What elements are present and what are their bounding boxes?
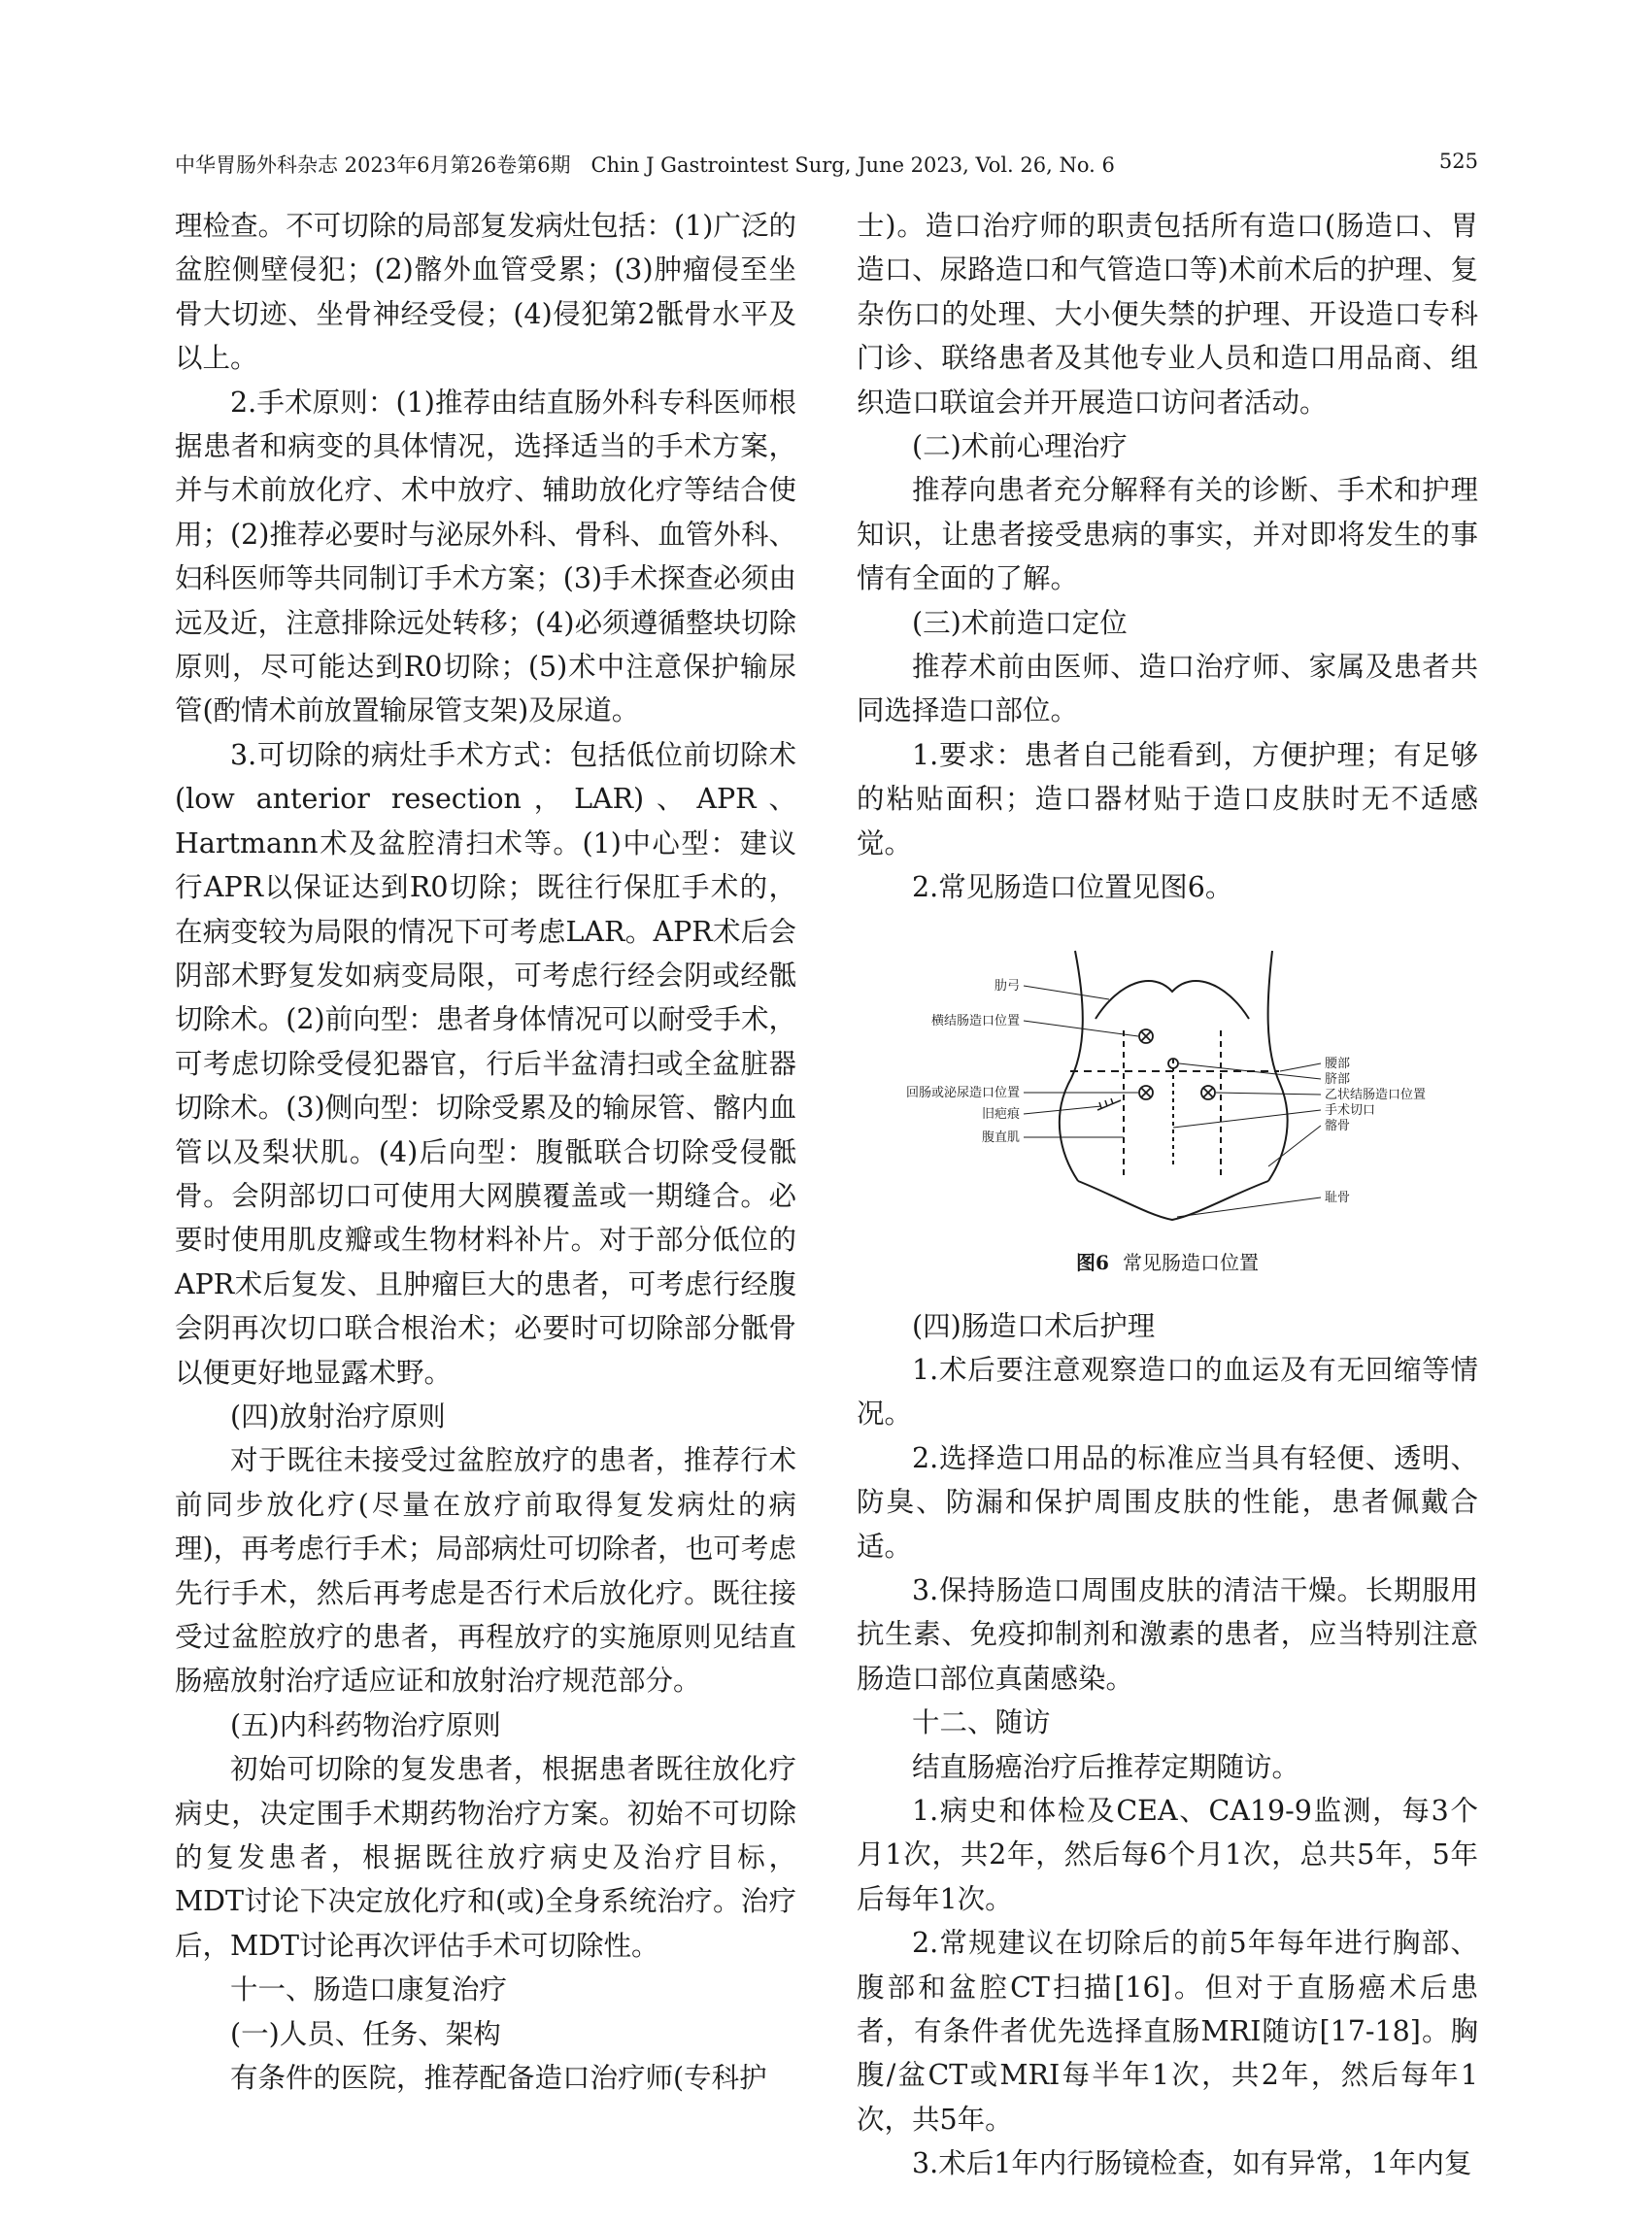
journal-citation: 中华胃肠外科杂志 2023年6月第26卷第6期 Chin J Gastrointest Surg, June 2023, Vol. 26, No. 6 xyxy=(175,153,1115,177)
paragraph: 对于既往未接受过盆腔放疗的患者，推荐行术前同步放化疗(尽量在放疗前取得复发病灶的病理)，再考虑行手术；局部病灶可切除者，也可考虑先行手术，然后再考虑是否行术后放化疗。既往接受过盆腔放疗的患者，再程放疗的实施原则见结直肠癌放射治疗适应证和放射治疗规范部分。 xyxy=(175,1444,796,1698)
label-waist: 腰部 xyxy=(1325,1056,1351,1071)
figure-caption xyxy=(857,1248,1478,1277)
figure-label: 图6 xyxy=(1076,1250,1109,1274)
label-rectus: 腹直肌 xyxy=(981,1129,1020,1145)
paragraph: 初始可切除的复发患者，根据患者既往放化疗病史，决定围手术期药物治疗方案。初始不可切除的复发患者，根据既往放疗病史及治疗目标，MDT讨论下决定放化疗和(或)全身系统治疗。治疗后，MDT讨论再次评估手术可切除性。 xyxy=(175,1753,796,1962)
label-ilium: 髂骨 xyxy=(1325,1118,1351,1133)
running-header xyxy=(175,146,1478,181)
label-pubis: 耻骨 xyxy=(1325,1190,1351,1205)
paragraph: 3.术后1年内行肠镜检查，如有异常，1年内复 xyxy=(912,2147,1472,2180)
section-heading: 十一、肠造口康复治疗 xyxy=(230,1973,508,2006)
paragraph: 3.可切除的病灶手术方式：包括低位前切除术(low anterior resection，LAR)、APR、Hartmann术及盆腔清扫术等。(1)中心型：建议行APR以保证达到R0切除；既往行保肛手术的，在病变较为局限的情况下可考虑LAR。APR术后会阴部术野复发如病变局限，可考虑行经会阴或经骶切除术。(2)前向型：患者身体情况可以耐受手术，可考虑切除受侵犯器官，行后半盆清扫或全盆脏器切除术。(3)侧向型：切除受累及的输尿管、髂内血管以及梨状肌。(4)后向型：腹骶联合切除受侵骶骨。会阴部切口可使用大网膜覆盖或一期缝合。必要时使用肌皮瓣或生物材料补片。对于部分低位的APR术后复发、且肿瘤巨大的患者，可考虑行经腹会阴再次切口联合根治术；必要时可切除部分骶骨以便更好地显露术野。 xyxy=(175,738,796,1389)
paragraph: 2.选择造口用品的标准应当具有轻便、透明、防臭、防漏和保护周围皮肤的性能，患者佩戴合适。 xyxy=(857,1441,1478,1563)
paragraph: 2.常规建议在切除后的前5年每年进行胸部、腹部和盆腔CT扫描[16]。但对于直肠癌术后患者，有条件者优先选择直肠MRI随访[17-18]。胸腹/盆CT或MRI每半年1次，共2年，然后每年1次，共5年。 xyxy=(857,1927,1478,2136)
label-incision: 手术切口 xyxy=(1325,1102,1376,1118)
section-heading: (二)术前心理治疗 xyxy=(912,430,1128,463)
stoma-diagram xyxy=(876,943,1459,1234)
label-sigmoid-stoma: 乙状结肠造口位置 xyxy=(1325,1087,1427,1102)
label-rib-arch: 肋弓 xyxy=(994,978,1020,994)
paragraph: 2.手术原则：(1)推荐由结直肠外科专科医师根据患者和病变的具体情况，选择适当的手术方案，并与术前放化疗、术中放疗、辅助放化疗等结合使用；(2)推荐必要时与泌尿外科、骨科、血管外科、妇科医师等共同制订手术方案；(3)手术探查必须由远及近，注意排除远处转移；(4)必须遵循整块切除原则，尽可能达到R0切除；(5)术中注意保护输尿管(酌情术前放置输尿管支架)及尿道。 xyxy=(175,386,796,727)
page-number: 525 xyxy=(1438,150,1478,173)
paragraph: 3.保持肠造口周围皮肤的清洁干燥。长期服用抗生素、免疫抑制剂和激素的患者，应当特别注意肠造口部位真菌感染。 xyxy=(857,1573,1478,1695)
paragraph: 1.要求：患者自己能看到，方便护理；有足够的粘贴面积；造口器材贴于造口皮肤时无不适感觉。 xyxy=(857,738,1478,860)
paragraph: 推荐术前由医师、造口治疗师、家属及患者共同选择造口部位。 xyxy=(857,651,1478,727)
paragraph: 结直肠癌治疗后推荐定期随访。 xyxy=(912,1750,1300,1783)
label-old-scar: 旧疤痕 xyxy=(981,1106,1020,1122)
paragraph: 士)。造口治疗师的职责包括所有造口(肠造口、胃造口、尿路造口和气管造口等)术前术后的护理、复杂伤口的处理、大小便失禁的护理、开设造口专科门诊、联络患者及其他专业人员和造口用品商、组织造口联谊会并开展造口访问者活动。 xyxy=(857,210,1478,419)
paragraph: 1.术后要注意观察造口的血运及有无回缩等情况。 xyxy=(857,1353,1478,1431)
paragraph: 有条件的医院，推荐配备造口治疗师(专科护 xyxy=(230,2062,767,2095)
figure-title: 常见肠造口位置 xyxy=(1122,1250,1259,1274)
label-transverse-stoma: 横结肠造口位置 xyxy=(930,1013,1020,1028)
section-heading: (一)人员、任务、架构 xyxy=(230,2017,501,2050)
paragraph: 1.病史和体检及CEA、CA19-9监测，每3个月1次，共2年，然后每6个月1次，总共5年，5年后每年1次。 xyxy=(857,1794,1478,1915)
label-ileal-stoma: 回肠或泌尿造口位置 xyxy=(905,1085,1020,1100)
paragraph: 2.常见肠造口位置见图6。 xyxy=(912,871,1233,904)
paragraph: 理检查。不可切除的局部复发病灶包括：(1)广泛的盆腔侧壁侵犯；(2)髂外血管受累；(3)肿瘤侵至坐骨大切迹、坐骨神经受侵；(4)侵犯第2骶骨水平及以上。 xyxy=(175,210,796,375)
left-column xyxy=(175,204,796,2100)
section-heading: (四)肠造口术后护理 xyxy=(912,1309,1156,1342)
right-column xyxy=(857,204,1478,2186)
paragraph: 推荐向患者充分解释有关的诊断、手术和护理知识，让患者接受患病的事实，并对即将发生的事情有全面的了解。 xyxy=(857,474,1478,595)
section-heading: (四)放射治疗原则 xyxy=(230,1399,446,1433)
section-heading: (三)术前造口定位 xyxy=(912,606,1128,639)
section-heading: 十二、随访 xyxy=(912,1706,1051,1739)
figure-stoma-positions xyxy=(857,943,1478,1277)
label-umbilicus: 脐部 xyxy=(1325,1071,1351,1087)
section-heading: (五)内科药物治疗原则 xyxy=(230,1708,501,1741)
